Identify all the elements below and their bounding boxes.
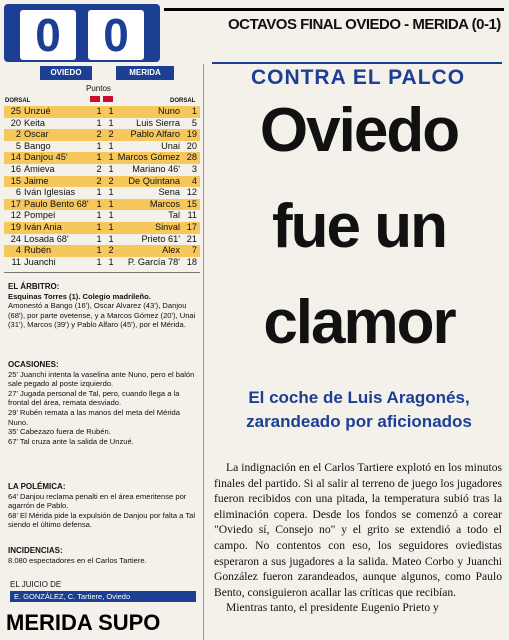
controversy-title: LA POLÉMICA: bbox=[8, 482, 66, 491]
player-home: Bango bbox=[24, 140, 51, 151]
points-home: 1 bbox=[96, 256, 102, 267]
top-rule bbox=[164, 8, 504, 11]
player-away: Marcos Gómez bbox=[117, 152, 180, 163]
dorsal-home: 17 bbox=[10, 198, 21, 209]
points-away: 1 bbox=[108, 198, 114, 209]
player-home: Paulo Bento 68' bbox=[24, 198, 89, 209]
away-team-badge: MERIDA bbox=[116, 66, 174, 80]
points-away: 1 bbox=[108, 140, 114, 151]
player-away: P. García 78' bbox=[127, 256, 180, 267]
next-headline: MERIDA SUPO bbox=[6, 610, 161, 635]
chance-item: 35' Cabezazo fuera de Rubén. bbox=[8, 427, 111, 437]
points-away: 1 bbox=[108, 106, 114, 116]
points-home: 1 bbox=[96, 221, 102, 232]
player-home: Danjou 45' bbox=[24, 152, 68, 163]
dorsal-away: 3 bbox=[191, 163, 197, 174]
dorsal-home: 4 bbox=[15, 245, 21, 256]
home-team-badge: OVIEDO bbox=[40, 66, 92, 80]
points-home: 1 bbox=[96, 152, 102, 163]
player-away: Luis Sierra bbox=[136, 117, 180, 128]
player-home: Unzué bbox=[24, 106, 51, 116]
points-marker-home bbox=[90, 96, 100, 102]
dorsal-away: 21 bbox=[186, 233, 197, 244]
player-home: Losada 68' bbox=[24, 233, 69, 244]
column-divider bbox=[203, 64, 204, 640]
dorsal-away: 12 bbox=[186, 187, 197, 198]
points-away: 1 bbox=[108, 187, 114, 198]
lineup-row bbox=[4, 152, 200, 164]
player-away: De Quintana bbox=[128, 175, 180, 186]
points-marker-away bbox=[103, 96, 113, 102]
points-away: 1 bbox=[108, 233, 114, 244]
points-label: Puntos bbox=[86, 84, 111, 93]
points-away: 1 bbox=[108, 117, 114, 128]
incidents-title: INCIDENCIAS: bbox=[8, 546, 63, 555]
lineup-row bbox=[4, 245, 200, 257]
kicker: CONTRA EL PALCO bbox=[250, 66, 466, 89]
points-away: 1 bbox=[108, 163, 114, 174]
player-home: Iván Ania bbox=[24, 221, 62, 232]
player-away: Tal bbox=[168, 210, 180, 221]
chance-item: 29' Rubén remata a las manos del meta del Mérida Nuno. bbox=[8, 407, 180, 427]
body-paragraph: Mientras tanto, el presidente Eugenio Prieto y bbox=[226, 601, 439, 615]
score-box bbox=[4, 4, 160, 62]
points-away: 1 bbox=[108, 221, 114, 232]
dorsal-home: 19 bbox=[10, 221, 21, 232]
headline-line-1: Oviedo bbox=[259, 96, 459, 165]
player-home: Keita bbox=[24, 117, 45, 128]
points-home: 2 bbox=[96, 129, 102, 140]
points-away: 1 bbox=[108, 210, 114, 221]
referee-name: Esquinas Torres (1). Colegio madrileño. bbox=[8, 291, 151, 301]
points-home: 2 bbox=[96, 175, 102, 186]
dorsal-home: 6 bbox=[15, 187, 21, 198]
referee-title: EL ÁRBITRO: bbox=[8, 282, 60, 291]
divider bbox=[4, 272, 200, 273]
chance-item: 67' Tal cruza ante la salida de Unzué. bbox=[8, 436, 134, 446]
team-strip bbox=[4, 66, 200, 80]
dorsal-home: 12 bbox=[10, 210, 21, 221]
controversy-item: 64' Danjou reclama penalti en el área emeritense por agarrón de Pablo. bbox=[8, 491, 187, 511]
lineup-row bbox=[4, 222, 200, 234]
points-away: 2 bbox=[108, 175, 114, 186]
player-home: Rubén bbox=[24, 245, 52, 256]
lineup-row bbox=[4, 187, 200, 199]
lineup-table bbox=[4, 106, 200, 268]
controversy-item: 68' El Mérida pide la expulsión de Danjou por falta a Tal siendo el último defensa. bbox=[8, 510, 196, 530]
juicio-byline: E. GONZÁLEZ, C. Tartiere, Oviedo bbox=[10, 591, 196, 602]
dorsal-label-right: DORSAL bbox=[170, 98, 196, 104]
points-home: 1 bbox=[96, 210, 102, 221]
incidents-text: 8.080 espectadores en el Carlos Tartiere. bbox=[8, 555, 147, 565]
player-away: Alex bbox=[162, 245, 180, 256]
points-away: 2 bbox=[108, 129, 114, 140]
lineup-row bbox=[4, 199, 200, 211]
player-home: Oscar bbox=[24, 129, 49, 140]
points-home: 1 bbox=[96, 187, 102, 198]
dorsal-home: 15 bbox=[10, 175, 21, 186]
player-away: Mariano 46' bbox=[132, 163, 180, 174]
player-away: Unai bbox=[161, 140, 180, 151]
player-away: Sinval bbox=[154, 221, 180, 232]
lineup-row bbox=[4, 141, 200, 153]
dorsal-away: 15 bbox=[186, 198, 197, 209]
player-away: Marcos bbox=[149, 198, 180, 209]
lineup-row bbox=[4, 106, 200, 118]
dorsal-away: 20 bbox=[186, 140, 197, 151]
points-home: 1 bbox=[96, 117, 102, 128]
points-away: 2 bbox=[108, 245, 114, 256]
dorsal-away: 7 bbox=[191, 245, 197, 256]
player-home: Pompei bbox=[24, 210, 56, 221]
player-away: Pablo Alfaro bbox=[130, 129, 180, 140]
points-home: 1 bbox=[96, 140, 102, 151]
lineup-row bbox=[4, 164, 200, 176]
dorsal-home: 20 bbox=[10, 117, 21, 128]
dorsal-home: 11 bbox=[11, 256, 21, 267]
lineup-row bbox=[4, 118, 200, 130]
player-home: Juanchi bbox=[24, 256, 56, 267]
points-home: 2 bbox=[96, 163, 102, 174]
player-home: Jaime bbox=[24, 175, 49, 186]
dorsal-home: 16 bbox=[10, 163, 21, 174]
home-score: 0 bbox=[20, 10, 76, 60]
player-away: Sena bbox=[158, 187, 180, 198]
dorsal-away: 4 bbox=[191, 175, 197, 186]
player-away: Nuno bbox=[158, 106, 180, 116]
player-home: Amieva bbox=[24, 163, 55, 174]
juicio-label: EL JUICIO DE bbox=[10, 580, 62, 589]
player-home: Iván Iglesias bbox=[24, 187, 76, 198]
chances-title: OCASIONES: bbox=[8, 360, 59, 369]
points-away: 1 bbox=[108, 152, 114, 163]
points-away: 1 bbox=[108, 256, 114, 267]
chances-section bbox=[8, 360, 198, 446]
player-away: Prieto 61' bbox=[141, 233, 180, 244]
dorsal-away: 19 bbox=[186, 129, 197, 140]
body-paragraph: La indignación en el Carlos Tartiere explotó en los minutos finales del partido. Si al salir al terreno de juego los jugadores fueron recibidos con una pitada, la temperatura subió tras la eliminación copera. Desde los fondos se comenzó a corear "Oviedo sí, Consejo no" y el grito se extendió a todo el campo. No contentos con eso, los seguidores oviedistas esperaron a sus jugadores a la salida. Mateo Corbo y Juanchi González fueron zarandeados, aunque algunos, como Paulo Bento, consiguieron acallar las críticas que recibían. bbox=[214, 461, 502, 599]
referee-section bbox=[8, 282, 198, 330]
dorsal-away: 1 bbox=[191, 106, 197, 116]
lineup-row bbox=[4, 210, 200, 222]
lineup-row bbox=[4, 257, 200, 269]
points-home: 1 bbox=[96, 245, 102, 256]
chance-item: 27' Jugada personal de Tal, pero, cuando llega a la frontal del área, remata desviado. bbox=[8, 388, 180, 408]
dorsal-away: 28 bbox=[186, 152, 197, 163]
subheadline: El coche de Luis Aragonés, zarandeado por aficionados bbox=[246, 388, 472, 431]
dorsal-home: 24 bbox=[10, 233, 21, 244]
away-score: 0 bbox=[88, 10, 144, 60]
dorsal-away: 17 bbox=[186, 221, 197, 232]
chance-item: 25' Juanchi intenta la vaselina ante Nuno, pero el balón sale pegado al poste izquierdo. bbox=[8, 369, 195, 389]
lineup-row bbox=[4, 129, 200, 141]
dorsal-label-left: DORSAL bbox=[5, 98, 31, 104]
points-home: 1 bbox=[96, 198, 102, 209]
points-home: 1 bbox=[96, 106, 102, 116]
headline-line-2: fue un bbox=[272, 192, 446, 261]
controversy-section bbox=[8, 482, 198, 530]
points-home: 1 bbox=[96, 233, 102, 244]
match-banner: OCTAVOS FINAL OVIEDO - MERIDA (0-1) bbox=[228, 16, 501, 33]
dorsal-home: 14 bbox=[10, 152, 21, 163]
lineup-row bbox=[4, 234, 200, 246]
dorsal-home: 25 bbox=[10, 106, 21, 116]
dorsal-away: 18 bbox=[186, 256, 197, 267]
referee-text: Amonestó a Bango (16'), Oscar Alvarez (43'), Danjou (68'), por parte ovetense, y a Marcos Gómez (20'), Unai (31'), Marcos (39') y Pablo Alfaro (45'), por el Mérida. bbox=[8, 301, 196, 330]
headline-line-3: clamor bbox=[263, 288, 455, 357]
article-body bbox=[214, 460, 502, 616]
lineup-row bbox=[4, 176, 200, 188]
dorsal-away: 11 bbox=[187, 210, 197, 221]
incidents-section bbox=[8, 546, 198, 565]
dorsal-away: 5 bbox=[191, 117, 197, 128]
dorsal-home: 2 bbox=[15, 129, 21, 140]
dorsal-home: 5 bbox=[15, 140, 21, 151]
